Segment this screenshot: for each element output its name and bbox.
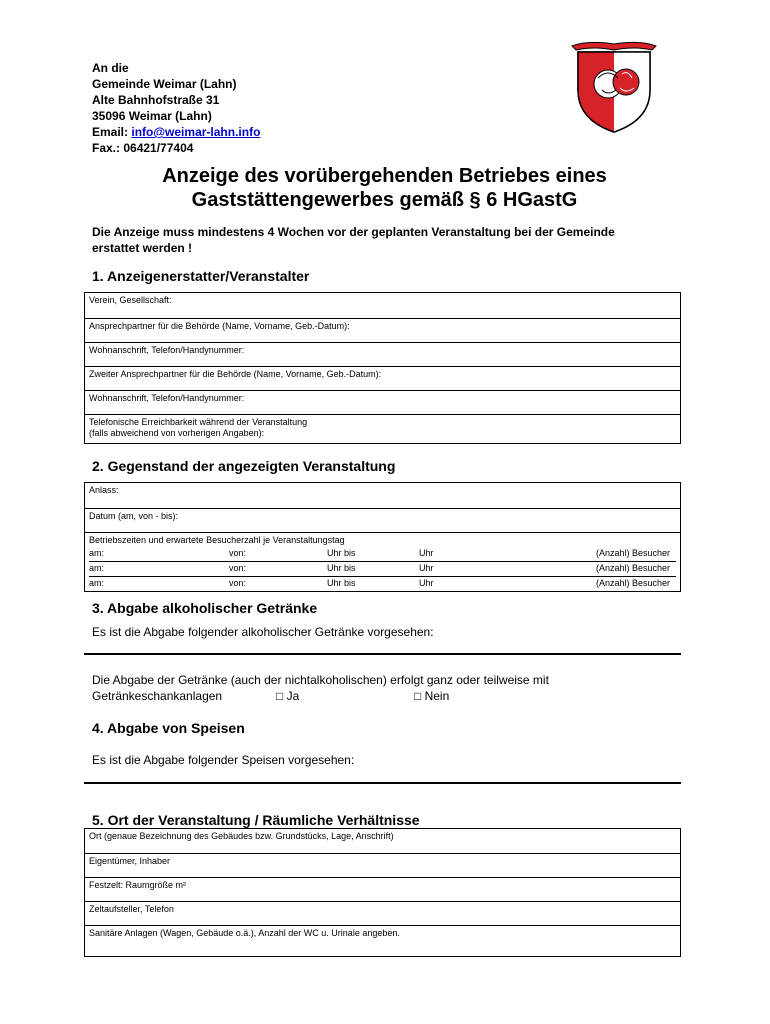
nein-checkbox[interactable]: □ Nein	[414, 689, 450, 703]
email-line	[92, 124, 260, 140]
location-table	[84, 828, 681, 957]
field-address-phone[interactable]: Wohnanschrift, Telefon/Handynummer:	[85, 343, 680, 367]
reachability-note: (falls abweichend von vorherigen Angaben):	[89, 428, 265, 438]
uhr-label: Uhr	[419, 548, 434, 558]
field-owner[interactable]: Eigentümer, Inhaber	[85, 854, 680, 878]
uhr-bis-label: Uhr bis	[327, 578, 356, 588]
field-contact-person[interactable]: Ansprechpartner für die Behörde (Name, Vorname, Geb.-Datum):	[85, 319, 680, 343]
field-second-address-phone[interactable]: Wohnanschrift, Telefon/Handynummer:	[85, 391, 680, 415]
fax-line: Fax.: 06421/77404	[92, 141, 194, 155]
opening-times-label: Betriebszeiten und erwartete Besucherzahl je Veranstaltungstag	[89, 535, 345, 545]
visitors-label: (Anzahl) Besucher	[595, 548, 670, 558]
von-label: von:	[229, 548, 247, 558]
opening-times-block	[85, 533, 680, 591]
time-row[interactable]	[89, 577, 676, 591]
field-datum[interactable]: Datum (am, von - bis):	[85, 509, 680, 533]
food-text: Es ist die Abgabe folgender Speisen vorgesehen:	[92, 753, 355, 767]
visitors-label: (Anzahl) Besucher	[595, 578, 670, 588]
von-label: von:	[229, 578, 247, 588]
von-label: von:	[229, 563, 247, 573]
section2-heading: 2. Gegenstand der angezeigten Veranstaltung	[92, 458, 396, 474]
alcohol-text: Es ist die Abgabe folgender alkoholischer Getränke vorgesehen:	[92, 625, 434, 639]
tap-system-question: Die Abgabe der Getränke (auch der nichtalkoholischen) erfolgt ganz oder teilweise mit	[92, 673, 549, 687]
title-line: Anzeige des vorübergehenden Betriebes eines	[162, 165, 607, 187]
section4-heading: 4. Abgabe von Speisen	[92, 720, 245, 736]
field-tent-provider[interactable]: Zeltaufsteller, Telefon	[85, 902, 680, 926]
uhr-label: Uhr	[419, 578, 434, 588]
ja-checkbox[interactable]: □ Ja	[276, 689, 300, 703]
email-link[interactable]: info@weimar-lahn.info	[131, 125, 261, 139]
notice-line: erstattet werden !	[92, 241, 193, 255]
time-row[interactable]	[89, 562, 676, 577]
field-tent-size[interactable]: Festzelt: Raumgröße m²	[85, 878, 680, 902]
address-line: 35096 Weimar (Lahn)	[92, 109, 212, 123]
address-line: Alte Bahnhofstraße 31	[92, 93, 220, 107]
alcohol-answer-line[interactable]	[84, 653, 681, 655]
am-label: am:	[89, 578, 105, 588]
uhr-label: Uhr	[419, 563, 434, 573]
address-line: An die	[92, 61, 129, 75]
food-answer-line[interactable]	[84, 782, 681, 784]
time-row[interactable]	[89, 547, 676, 562]
title-line: Gaststättengewerbes gemäß § 6 HGastG	[191, 189, 578, 211]
am-label: am:	[89, 548, 105, 558]
page-title	[92, 164, 677, 212]
am-label: am:	[89, 563, 105, 573]
field-anlass[interactable]: Anlass:	[85, 483, 680, 509]
recipient-address	[92, 60, 260, 156]
visitors-label: (Anzahl) Besucher	[595, 563, 670, 573]
field-location[interactable]: Ort (genaue Bezeichnung des Gebäudes bzw. Grundstücks, Lage, Anschrift)	[85, 829, 680, 854]
field-sanitary[interactable]: Sanitäre Anlagen (Wagen, Gebäude o.ä.), Anzahl der WC u. Urinale angeben.	[89, 928, 400, 938]
section1-heading: 1. Anzeigenerstatter/Veranstalter	[92, 268, 310, 284]
field-second-contact[interactable]: Zweiter Ansprechpartner für die Behörde (Name, Vorname, Geb.-Datum):	[85, 367, 680, 391]
email-label: Email:	[92, 125, 132, 139]
uhr-bis-label: Uhr bis	[327, 548, 356, 558]
coat-of-arms-logo	[568, 38, 660, 134]
organizer-table	[84, 292, 681, 444]
event-table	[84, 482, 681, 592]
section3-heading: 3. Abgabe alkoholischer Getränke	[92, 600, 318, 616]
address-line: Gemeinde Weimar (Lahn)	[92, 77, 237, 91]
deadline-notice	[92, 224, 677, 256]
uhr-bis-label: Uhr bis	[327, 563, 356, 573]
field-reachability[interactable]	[85, 415, 680, 443]
notice-line: Die Anzeige muss mindestens 4 Wochen vor der geplanten Veranstaltung bei der Gemeinde	[92, 225, 615, 239]
reachability-label: Telefonische Erreichbarkeit während der Veranstaltung	[89, 417, 308, 427]
section5-heading: 5. Ort der Veranstaltung / Räumliche Verhältnisse	[92, 812, 420, 828]
field-verein[interactable]: Verein, Gesellschaft:	[85, 293, 680, 319]
tap-system-label: Getränkeschankanlagen	[92, 689, 223, 703]
